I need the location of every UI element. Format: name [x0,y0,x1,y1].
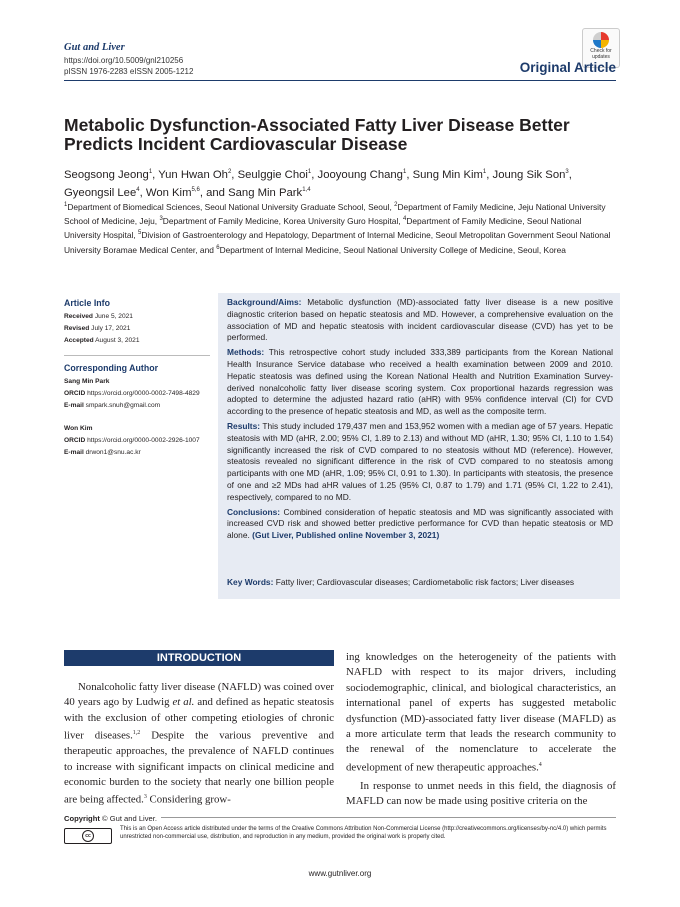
abstract-methods: Methods: This retrospective cohort study included 333,389 participants from the Korean National Health Insurance Service database who received a health examination between 2009 and 2010. Hepatic steatosis was defined using the Korean National Health and Nutrition Examination Survey-derived nonalcoholic fatty liver disease scoring system. Cox proportional hazards regression was adopted to determine the adjusted hazard ratio (aHR) with 95% confidence interval (CI) for CVD according to the presence of hepatic steatosis and MD, as well as the composite term. [227,347,613,417]
corresponding-author-name: Won Kim [64,425,93,432]
affiliation-item: Division of Gastroenterology and Hepatology, Department of Internal Medicine, Seoul Metropolitan Government Seoul National University Boramae Medical Center, and [64,230,611,255]
intro-paragraph-1: Nonalcoholic fatty liver disease (NAFLD) was coined over 40 years ago by Ludwig et al. and defined as hepatic steatosis with the exclusion of other competing etiologies of chronic liver diseases.$^{1,2}$ Despite the various preventive and therapeutic approaches, the prevalence of NAFLD continues to increase with significant impacts on clinical medicine and economic burden to the society that nearly one billion people are being affected.$^3$ Considering grow- [64,681,335,807]
corresponding-author-name: Sang Min Park [64,378,110,385]
abstract-background: Background/Aims: Metabolic dysfunction (MD)-associated fatty liver disease is a new positive diagnostic criterion based on hepatic steatosis and MD. However, a comprehensive evaluation on the association of MD and hepatic steatosis with incident cardiovascular disease (CVD) has yet to be performed. [227,297,613,343]
badge-label: Check for updates [590,48,612,60]
author-name: Yun Hwan Oh$^2$ [158,168,232,181]
cc-license-icon[interactable]: cc [64,828,112,844]
email-link[interactable]: E-mail drwon1@snu.ac.kr [64,449,141,456]
article-info-heading: Article Info [64,298,110,308]
citation: (Gut Liver, Published online November 3, 2021) [252,530,440,541]
doi-link[interactable]: https://doi.org/10.5009/gnl210256 [64,56,184,65]
email-link[interactable]: E-mail smpark.snuh@gmail.com [64,402,161,409]
intro-paragraph-3: In response to unmet needs in this field, the diagnosis of MAFLD can now be made using positive criteria on the [346,779,616,808]
body-column-right [346,650,616,810]
revised-date: Revised July 17, 2021 [64,325,131,332]
article-title: Metabolic Dysfunction-Associated Fatty Liver Disease Better Predicts Incident Cardiovascular Disease [64,115,570,154]
abstract-text [227,297,613,545]
orcid-link[interactable]: ORCID https://orcid.org/0000-0002-7498-4829 [64,390,200,397]
copyright: Copyright © Gut and Liver. [64,814,161,823]
journal-name: Gut and Liver [64,42,125,53]
corresponding-author-heading: Corresponding Author [64,363,158,373]
affiliation-item: Department of Family Medicine, Seoul National University Hospital, [64,216,582,241]
author-name: Seogsong Jeong$^1$ [64,168,153,181]
author-name: Jooyoung Chang$^1$ [317,168,407,181]
author-name: Gyeongsil Lee$^4$ [64,187,140,200]
intro-paragraph-2: ing knowledges on the heterogeneity of the patients with NAFLD with respect to its major drivers, including sociodemographic, clinical, and biological characteristics, an international panel of experts has suggested metabolic dysfunction (MD)-associated fatty liver disease (MAFLD) as a more articulate term that leads the research community to the renewal of the nomenclature to accelerate the development of new therapeutic approaches.$^4$ [346,651,616,774]
abstract-conclusions: Conclusions: Combined consideration of hepatic steatosis and MD was significantly associated with increased CVD risk and showed better predictive performance for CVD than hepatic steatosis or MD alone. (Gut Liver, Published online November 3, 2021) [227,506,613,541]
affiliation-item: Department of Family Medicine, Jeju National University School of Medicine, Jeju, [64,201,606,226]
info-divider [64,355,210,356]
abstract-results: Results: This study included 179,437 men and 153,952 women with a median age of 57 years. Hepatic steatosis with MD (aHR, 2.00; 95% CI, 1.89 to 2.13) and without MD (aHR, 1.30; 95% CI, 1.10 to 1.54) significantly increased the risk of CVD compared to no steatosis without MD (reference). However, steatosis revealed no significant difference in the risk of CVD compared to no steatosis among participants with one MD (aHR, 1.09; 95% CI, 0.91 to 1.30). In participants with steatosis, the presence of one and ≥2 MDs had aHR values of 1.25 (95% CI, 0.87 to 1.79) and 1.71 (95% CI, 1.22 to 2.41), respectively, compared to no MD. [227,420,613,502]
author-name: Joung Sik Son$^3$ [492,168,569,181]
author-name: Sang Min Park$^{1,4}$ [228,187,311,200]
license-text: This is an Open Access article distributed under the terms of the Creative Commons Attribution Non-Commercial License (http://creativecommons.org/licenses/by-nc/4.0) which permits unrestricted non-commercial use, distribution, and reproduction in any medium, provided the original work is properly cited. [120,826,607,841]
keywords: Key Words: Fatty liver; Cardiovascular diseases; Cardiometabolic risk factors; Liver diseases [227,577,575,587]
received-date: Received June 5, 2021 [64,313,133,320]
affiliations: $^1$Department of Biomedical Sciences, Seoul National University Graduate School, Seoul, $^2$Department of Family Medicine, Jeju National University School of Medicine, Jeju, $^3$Department of Family Medicine, Korea University Guro Hospital, $^4$Department of Family Medicine, Seoul National University Hospital, $^5$Division of Gastroenterology and Hepatology, Department of Internal Medicine, Seoul Metropolitan Government Seoul National University Boramae Medical Center, and $^6$Department of Internal Medicine, Seoul National University College of Medicine, Seoul, Korea [64,201,611,255]
journal-website[interactable]: www.gutnliver.org [308,869,372,878]
author-name: Sung Min Kim$^1$ [412,168,487,181]
affiliation-item: Department of Biomedical Sciences, Seoul National University Graduate School, Seoul, [67,201,395,212]
crossmark-icon [593,32,609,48]
header-divider [64,80,616,81]
article-type: Original Article [519,60,616,75]
accepted-date: Accepted August 3, 2021 [64,337,140,344]
affiliation-item: Department of Family Medicine, Korea University Guro Hospital, [162,216,403,226]
author-list: Seogsong Jeong$^1$, Yun Hwan Oh$^2$, Seulggie Choi$^1$, Jooyoung Chang$^1$, Sung Min Kim$^1$, Joung Sik Son$^3$, Gyeongsil Lee$^4$, Won Kim$^{5,6}$, and Sang Min Park$^{1,4}$ [64,168,572,200]
affiliation-item: Department of Internal Medicine, Seoul National University College of Medicine, Seoul, Korea [219,244,566,255]
issn: pISSN 1976-2283 eISSN 2005-1212 [64,67,194,76]
orcid-link[interactable]: ORCID https://orcid.org/0000-0002-2926-1007 [64,437,200,444]
author-name: Won Kim$^{5,6}$ [145,187,200,200]
author-name: Seulggie Choi$^1$ [237,168,312,181]
body-column-left [64,680,334,808]
section-heading-introduction: INTRODUCTION [64,650,334,666]
